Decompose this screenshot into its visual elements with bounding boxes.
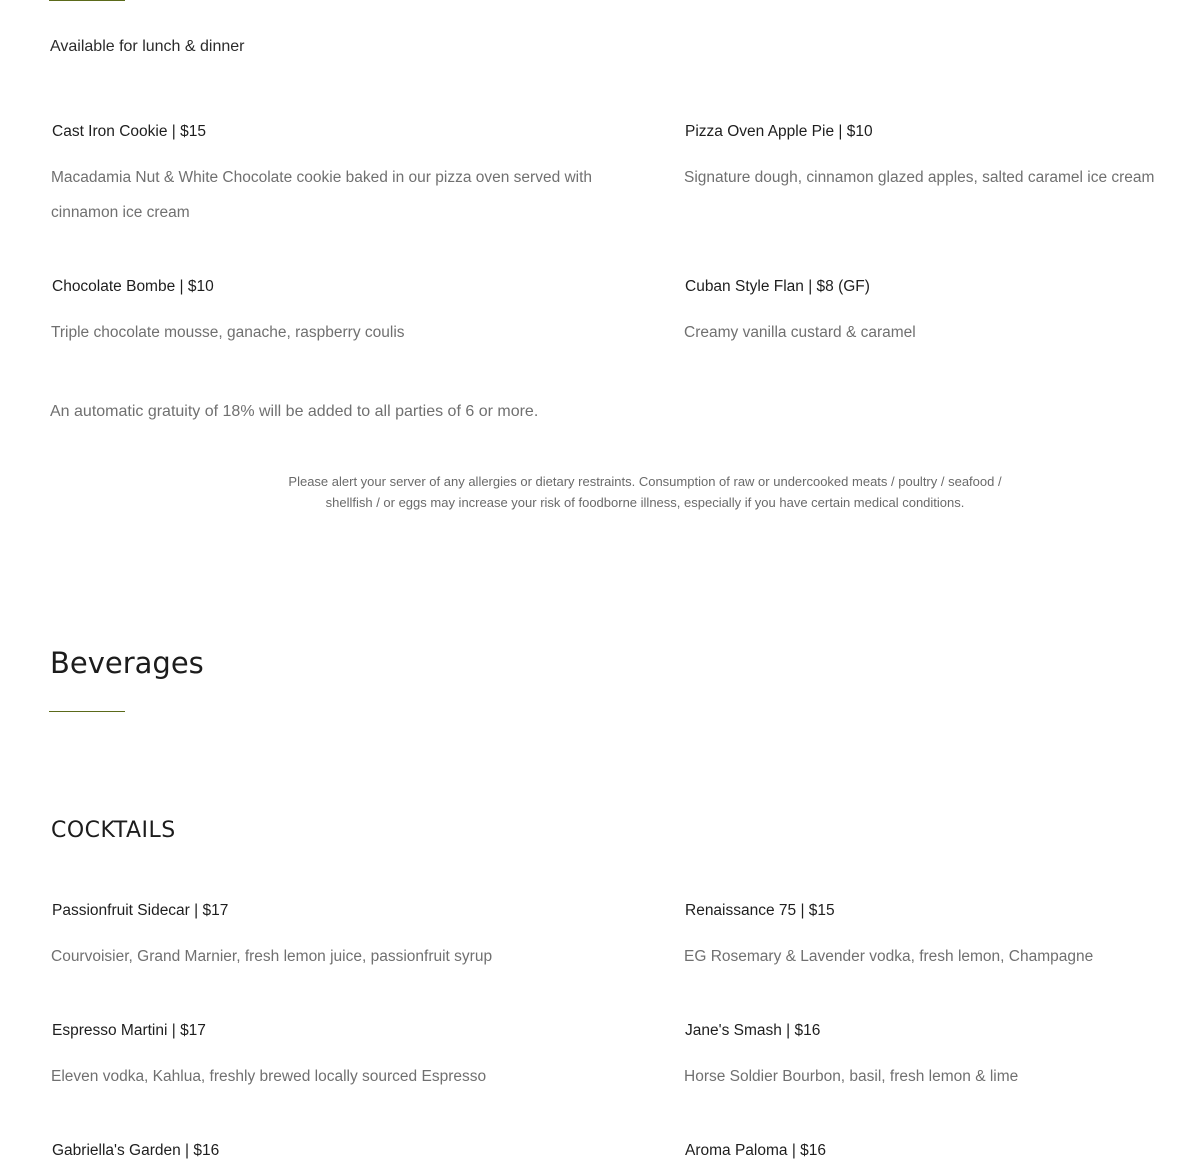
allergy-disclaimer: Please alert your server of any allergies or dietary restraints. Consumption of raw or undercooked meats / poultry / seafood / shellfish / or eggs may increase your risk of foodborne illness, especially if you have certain medical conditions. xyxy=(288,474,1002,510)
availability-text: Available for lunch & dinner xyxy=(50,38,245,55)
menu-item-title: Chocolate Bombe | $10 xyxy=(52,278,214,295)
menu-item-description: Triple chocolate mousse, ganache, raspberry coulis xyxy=(51,324,405,341)
menu-item-description: Creamy vanilla custard & caramel xyxy=(684,324,916,341)
gratuity-note: An automatic gratuity of 18% will be added to all parties of 6 or more. xyxy=(50,403,539,420)
menu-item-description: Signature dough, cinnamon glazed apples, salted caramel ice cream xyxy=(684,169,1155,186)
menu-item-title: Passionfruit Sidecar | $17 xyxy=(52,902,229,919)
section-divider-top xyxy=(49,0,125,1)
section-divider xyxy=(49,711,125,712)
menu-item-description: Eleven vodka, Kahlua, freshly brewed locally sourced Espresso xyxy=(51,1068,487,1085)
subsection-title-cocktails: COCKTAILS xyxy=(51,818,176,843)
menu-item-title: Gabriella's Garden | $16 xyxy=(52,1142,220,1159)
menu-item-title: Pizza Oven Apple Pie | $10 xyxy=(685,123,873,140)
menu-item-title: Cuban Style Flan | $8 (GF) xyxy=(685,278,870,295)
menu-item-description: Macadamia Nut & White Chocolate cookie baked in our pizza oven served with cinnamon ice cream xyxy=(51,169,593,221)
menu-item-title: Aroma Paloma | $16 xyxy=(685,1142,827,1159)
menu-item-title: Cast Iron Cookie | $15 xyxy=(52,123,206,140)
section-title-beverages: Beverages xyxy=(50,646,204,680)
menu-item-description: Horse Soldier Bourbon, basil, fresh lemon & lime xyxy=(684,1068,1019,1085)
menu-item-title: Renaissance 75 | $15 xyxy=(685,902,835,919)
menu-item-description: Courvoisier, Grand Marnier, fresh lemon juice, passionfruit syrup xyxy=(51,948,493,965)
menu-item-title: Espresso Martini | $17 xyxy=(52,1022,206,1039)
menu-item-description: EG Rosemary & Lavender vodka, fresh lemon, Champagne xyxy=(684,948,1094,965)
menu-item-title: Jane's Smash | $16 xyxy=(685,1022,821,1039)
